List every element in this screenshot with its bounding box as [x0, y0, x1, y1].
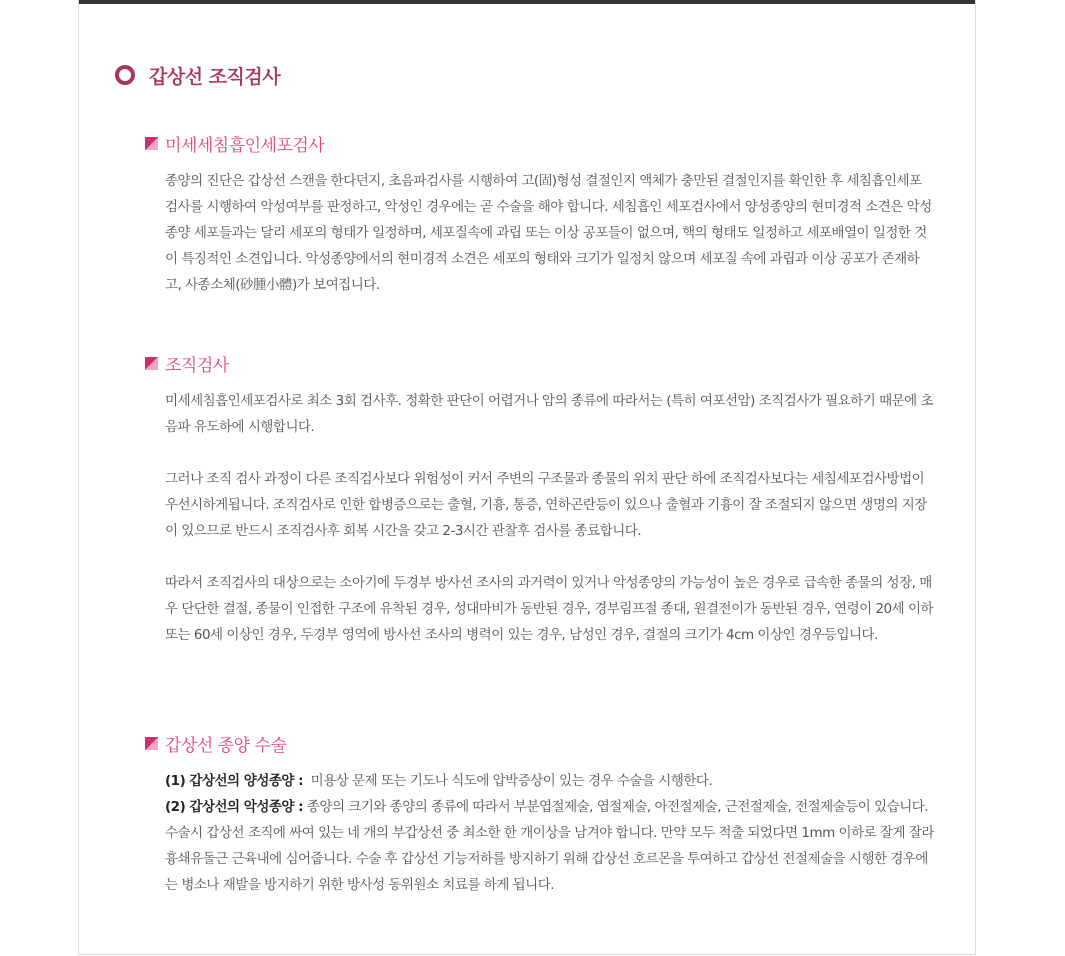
- section-heading: [145, 731, 935, 755]
- item-label: (2) 갑상선의 악성종양 :: [165, 799, 304, 815]
- item-text: 미용상 문제 또는 기도나 식도에 압박증상이 있는 경우 수술을 시행한다.: [310, 773, 713, 789]
- list-item: [165, 768, 935, 794]
- section-fine-needle-aspiration: [145, 131, 935, 298]
- square-bullet-icon: [145, 357, 158, 370]
- section-thyroid-surgery: [145, 731, 935, 898]
- section-body: [165, 768, 935, 898]
- paragraph: 미세세침흡인세포검사로 최소 3회 검사후. 정확한 판단이 어렵거나 암의 종류에 따라서는 (특히 여포선암) 조직검사가 필요하기 때문에 초음파 유도하에 시행합니다.: [165, 393, 934, 435]
- page-title: 갑상선 조직검사: [149, 65, 281, 88]
- paragraph: 그러나 조직 검사 과정이 다른 조직검사보다 위험성이 커서 주변의 구조물과 종물의 위치 판단 하에 조직검사보다는 세침세포검사방법이 우선시하게됩니다. 조직검사로 인한 합병증으로는 출혈, 기흉, 통증, 연하곤란등이 있으나 출혈과 기흉이 잘 조절되지 않으면 생명의 지장이 있으므로 반드시 조직검사후 회복 시간을 갖고 2-3시간 관찰후 검사를 종료합니다.: [165, 471, 927, 539]
- section-body: [165, 388, 935, 648]
- section-heading: [145, 131, 935, 155]
- ring-icon: [115, 65, 135, 85]
- section-heading-text: 미세세침흡인세포검사: [165, 135, 325, 156]
- section-heading: [145, 351, 935, 375]
- section-body: [165, 168, 935, 298]
- item-text: 종양의 크기와 종양의 종류에 따라서 부분엽절제술, 엽절제술, 아전절제술, 근전절제술, 전절제술등이 있습니다. 수술시 갑상선 조직에 싸여 있는 네 개의 부갑상선 중 최소한 한 개이상을 남겨야 합니다. 만약 모두 적출 되었다면 1mm 이하로 잘게 잘라 흉쇄유돌근 근육내에 심어줍니다. 수술 후 갑상선 기능저하를 방지하기 위해 갑상선 호르몬을 투여하고 갑상선 전절제술을 시행한 경우에는 병소나 재발을 방지하기 위한 방사성 동위원소 치료를 하게 됩니다.: [165, 799, 934, 893]
- section-heading-text: 조직검사: [165, 355, 229, 376]
- section-heading-text: 갑상선 종양 수술: [165, 735, 287, 756]
- item-label: (1) 갑상선의 양성종양 :: [165, 773, 304, 789]
- content-panel: [78, 0, 976, 955]
- square-bullet-icon: [145, 737, 158, 750]
- page-title-row: [115, 60, 280, 90]
- top-border-bar: [79, 0, 975, 4]
- square-bullet-icon: [145, 137, 158, 150]
- paragraph: 따라서 조직검사의 대상으로는 소아기에 두경부 방사선 조사의 과거력이 있거나 악성종양의 가능성이 높은 경우로 급속한 종물의 성장, 매우 단단한 결절, 종물이 인접한 구조에 유착된 경우, 성대마비가 동반된 경우, 경부림프절 종대, 원결전이가 동반된 경우, 연령이 20세 이하 또는 60세 이상인 경우, 두경부 영역에 방사선 조사의 병력이 있는 경우, 남성인 경우, 결절의 크기가 4cm 이상인 경우등입니다.: [165, 575, 934, 643]
- list-item: [165, 794, 935, 898]
- paragraph: 종양의 진단은 갑상선 스캔을 한다던지, 초음파검사를 시행하여 고(固)형성 결절인지 액체가 충만된 결절인지를 확인한 후 세침흡인세포 검사를 시행하여 악성여부를 판정하고, 악성인 경우에는 곧 수술을 해야 합니다. 세침흡인 세포검사에서 양성종양의 현미경적 소견은 악성종양 세포들과는 달리 세포의 형태가 일정하며, 세포질속에 과립 또는 이상 공포들이 없으며, 핵의 형태도 일정하고 세포배열이 일정한 것이 특징적인 소견입니다. 악성종양에서의 현미경적 소견은 세포의 형태와 크기가 일정치 않으며 세포질 속에 과립과 이상 공포가 존재하고, 사종소체(砂腫小體)가 보여집니다.: [165, 173, 932, 293]
- section-tissue-biopsy: [145, 351, 935, 648]
